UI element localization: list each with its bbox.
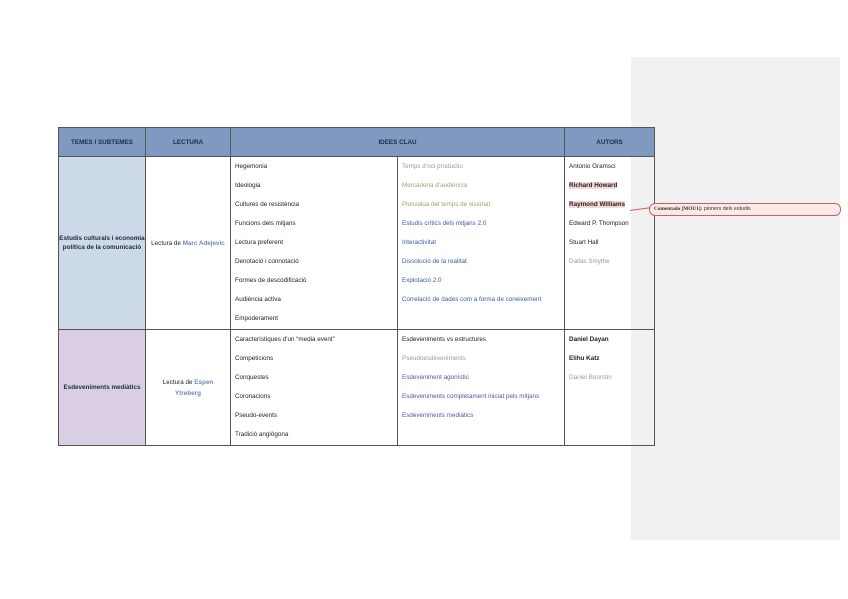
lecture-prefix: Lectura de [162,378,193,386]
list-item: Antonio Gramsci [569,163,616,170]
list-item: Lectura preferent [235,239,283,246]
list-item: Correlació de dades com a forma de coneixement [402,296,542,303]
ideas-right-cell [398,330,565,446]
header-themes: TEMES I SUBTEMES [59,128,146,157]
list-item: Tradició anglògona [235,431,289,438]
list-item: Esdeveniments mediàtics [402,412,474,419]
lecture-cell [146,157,231,330]
highlighted-author[interactable]: Richard Howard [569,182,618,189]
list-item [569,181,650,190]
theme-cell: Esdeveniments mediàtics [59,330,146,446]
authors-cell [565,157,655,330]
list-item: Plusvalua del temps de visionat [402,201,491,208]
header-key-ideas: IDEES CLAU [231,128,565,157]
list-item: Daniel Dayan [569,336,609,343]
list-item: Competicions [235,355,274,362]
authors-cell [565,330,655,446]
list-item: Mercaderia d’audiència [402,182,468,189]
list-item: Denotació i connotació [235,258,299,265]
list-item: Ideologia [235,182,261,189]
header-row [59,128,655,157]
comment-pane [631,57,840,540]
list-item: Empoderament [235,315,279,322]
ideas-left-cell [231,330,398,446]
list-item: Esdeveniment agonístic [402,374,469,381]
list-item: Conquestes [235,374,269,381]
list-item: Formes de descodificació [235,277,307,284]
list-item [569,200,650,209]
lecture-author: Marc Adejevic [182,239,225,247]
theme-cell: Estudis culturals i economia política de la comunicació [59,157,146,330]
comment-balloon[interactable] [649,203,841,216]
comment-text: pioners dels estudis [703,206,751,212]
lecture-author: Espen Ytreberg [175,378,214,397]
list-item: Esdeveniments vs estructures [402,336,486,343]
list-item: Edward P. Thompson [569,220,629,227]
list-item: Dissolució de la realitat [402,258,467,265]
topics-table [58,127,655,446]
list-item: Funcions dels mitjans [235,220,296,227]
ideas-right-cell [398,157,565,330]
list-item: Coronacions [235,393,271,400]
lecture-prefix: Lectura de [151,239,181,247]
list-item: Elihu Katz [569,355,600,362]
list-item: Daniel Boorstin [569,374,612,381]
list-item: Pseudo-events [235,412,278,419]
list-item: Dallas Smythe [569,258,610,265]
list-item: Interactivitat [402,239,436,246]
table-row [59,157,655,330]
list-item: Esdeveniments completament iniciat pels mitjans [402,393,540,400]
header-lecture: LECTURA [146,128,231,157]
list-item: Audiència activa [235,296,281,303]
list-item: Estudis crítics dels mitjans 2.0 [402,220,487,227]
lecture-cell [146,330,231,446]
list-item: Stuart Hall [569,239,599,246]
list-item: Característiques d’un “media event” [235,336,335,343]
comment-label: Comentado [MOU1]: [654,206,703,212]
header-authors: AUTORS [565,128,655,157]
list-item: Pseudoesdeveniments [402,355,466,362]
ideas-left-cell [231,157,398,330]
highlighted-author[interactable]: Raymond Williams [569,201,625,208]
list-item: Cultures de resistència [235,201,300,208]
list-item: Temps d’oci productiu [402,163,463,170]
list-item: Explotació 2.0 [402,277,442,284]
list-item: Hegemonia [235,163,268,170]
table-row [59,330,655,446]
